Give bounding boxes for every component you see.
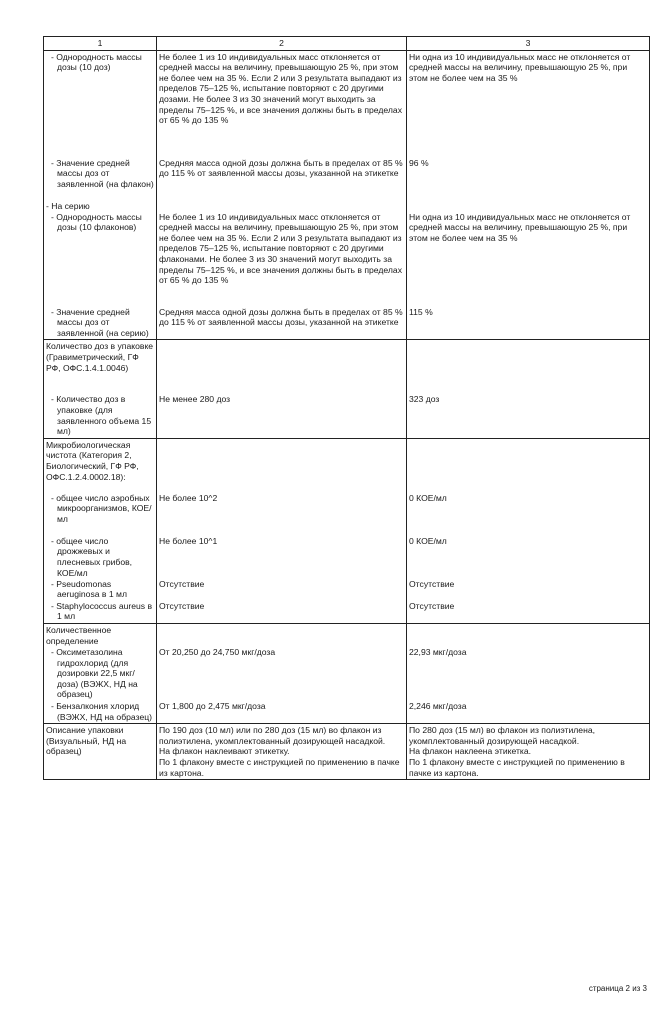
mean-mass-series-requirement: Средняя масса одной дозы должна быть в пределах от 85 % до 115 % от заявленной массы дозы, указанной на этикетке — [159, 306, 403, 328]
per-series-label: - На серию — [46, 200, 90, 211]
parameter-cell — [44, 724, 157, 780]
result-cell — [407, 623, 650, 723]
packaging-requirement-line: По 190 доз (10 мл) или по 280 доз (15 мл) во флакон из полиэтилена, укомплектованный дозирующей насадкой. — [159, 725, 386, 746]
dose-count-sub-label: - Количество доз в упаковке (для заявленного объема 15 мл) — [51, 394, 152, 437]
mean-mass-vial-result: 96 % — [409, 157, 429, 168]
parameter-cell — [44, 340, 157, 438]
microbio-item-result: Отсутствие — [409, 600, 455, 611]
assay-item-label: - Оксиметазолина гидрохлорид (для дозировки 22,5 мкг/доза) (ВЭЖХ, НД на образец) — [51, 646, 138, 700]
parameter-cell — [44, 50, 157, 340]
result-cell — [407, 438, 650, 623]
col-3-header: 3 — [407, 37, 650, 51]
mean-mass-series-label: - Значение средней массы доз от заявленной (на серию) — [51, 306, 149, 338]
table-row — [44, 438, 650, 623]
assay-label: Количественное определение — [46, 624, 112, 646]
requirement-cell — [157, 438, 407, 623]
assay-item-requirement: От 1,800 до 2,475 мкг/доза — [159, 700, 266, 711]
col-1-header: 1 — [44, 37, 157, 51]
microbio-item-label: - общее число аэробных микроорганизмов, КОЕ/мл — [51, 492, 152, 524]
packaging-result-line: По 280 доз (15 мл) во флакон из полиэтилена, укомплектованный дозирующей насадкой. — [409, 725, 595, 746]
table-row — [44, 340, 650, 438]
requirement-cell — [157, 623, 407, 723]
uniformity-vials-label: - Однородность массы дозы (10 флаконов) — [51, 211, 142, 233]
uniformity-vials-result: Ни одна из 10 индивидуальных масс не отклоняется от средней массы на величину, превышающую 25 %, при этом не более чем на 35 % — [409, 211, 631, 243]
specification-table — [43, 36, 650, 780]
assay-item-label: - Бензалкония хлорид (ВЭЖХ, НД на образец) — [51, 700, 153, 722]
microbio-item-label: - общее число дрожжевых и плесневых грибов, КОЕ/мл — [51, 535, 133, 578]
packaging-requirement-line: По 1 флакону вместе с инструкцией по применению в пачке из картона. — [159, 756, 400, 778]
uniformity-dose-result: Ни одна из 10 индивидуальных масс не отклоняется от средней массы на величину, превышающую 25 %, при этом не более чем на 35 % — [409, 51, 631, 83]
assay-item-result: 2,246 мкг/доза — [409, 700, 467, 711]
microbio-item-result: Отсутствие — [409, 578, 455, 589]
col-2-header: 2 — [157, 37, 407, 51]
uniformity-dose-requirement: Не более 1 из 10 индивидуальных масс отклоняется от средней массы на величину, превышающую 25 %, при этом не более чем на 35 %. Если 2 или 3 результата выпадают из пределов 75–125 %, испытание повторяют с 20 другими дозами. Не более 3 из 30 значений могут выходить за пределы 75–125 %, и все значения должны быть в пределах от 65 % до 135 % — [159, 51, 402, 126]
mean-mass-vial-requirement: Средняя масса одной дозы должна быть в пределах от 85 % до 115 % от заявленной массы дозы, указанной на этикетке — [159, 157, 403, 179]
parameter-cell — [44, 623, 157, 723]
table-row — [44, 724, 650, 780]
dose-count-label: Количество доз в упаковке (Гравиметрический, ГФ РФ, ОФС.1.4.1.0046) — [46, 341, 154, 373]
requirement-cell — [157, 724, 407, 780]
page-number: страница 2 из 3 — [588, 984, 647, 993]
microbio-label: Микробиологическая чистота (Категория 2, Биологический, ГФ РФ, ОФС.1.2.4.0002.18): — [46, 439, 139, 482]
result-cell — [407, 50, 650, 340]
mean-mass-vial-label: - Значение средней массы доз от заявленной (на флакон) — [51, 157, 154, 189]
uniformity-dose-label: - Однородность массы дозы (10 доз) — [51, 51, 142, 73]
microbio-item-label: - Staphylococcus aureus в 1 мл — [51, 600, 153, 622]
packaging-requirement-line: На флакон наклеивают этикетку. — [159, 746, 290, 757]
microbio-item-requirement: Не более 10^1 — [159, 535, 218, 546]
assay-item-result: 22,93 мкг/доза — [409, 646, 467, 657]
assay-item-requirement: От 20,250 до 24,750 мкг/доза — [159, 646, 276, 657]
parameter-cell — [44, 438, 157, 623]
microbio-item-result: 0 КОЕ/мл — [409, 535, 447, 546]
microbio-item-requirement: Отсутствие — [159, 600, 205, 611]
table-row — [44, 623, 650, 723]
packaging-result-line: На флакон наклеена этикетка. — [409, 746, 532, 757]
packaging-result-line: По 1 флакону вместе с инструкцией по применению в пачке из картона. — [409, 756, 625, 778]
packaging-label: Описание упаковки (Визуальный, НД на образец) — [46, 725, 127, 757]
result-cell — [407, 724, 650, 780]
dose-count-requirement: Не менее 280 доз — [159, 394, 231, 405]
column-number-row — [44, 37, 650, 51]
microbio-item-requirement: Не более 10^2 — [159, 492, 218, 503]
microbio-item-label: - Pseudomonas aeruginosa в 1 мл — [51, 578, 127, 600]
uniformity-vials-requirement: Не более 1 из 10 индивидуальных масс отклоняется от средней массы на величину, превышающую 25 %, при этом не более чем на 35 %. Если 2 или 3 результата выпадают из пределов 75–125 %, испытание повторяют с 20 другими флаконами. Не более 3 из 30 значений могут выходить за пределы 75–125 %, и все значения должны быть в пределах от 65 % до 135 % — [159, 211, 402, 286]
result-cell — [407, 340, 650, 438]
table-row — [44, 50, 650, 340]
requirement-cell — [157, 50, 407, 340]
requirement-cell — [157, 340, 407, 438]
microbio-item-requirement: Отсутствие — [159, 578, 205, 589]
mean-mass-series-result: 115 % — [409, 306, 433, 317]
dose-count-result: 323 доз — [409, 394, 440, 405]
microbio-item-result: 0 КОЕ/мл — [409, 492, 447, 503]
